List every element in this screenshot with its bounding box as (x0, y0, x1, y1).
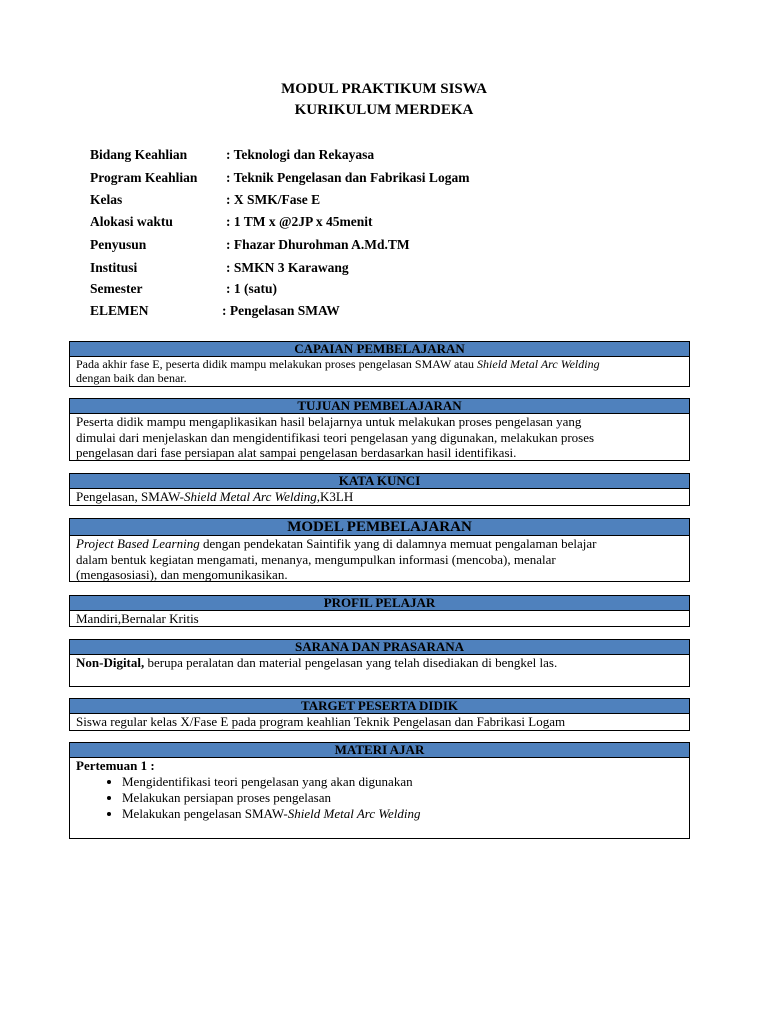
info-value: : Fhazar Dhurohman A.Md.TM (226, 237, 410, 252)
section-tujuan (69, 398, 690, 461)
section-heading: MODEL PEMBELAJARAN (70, 519, 689, 536)
info-label: Program Keahlian (90, 170, 198, 185)
document-subtitle: KURIKULUM MERDEKA (294, 102, 474, 118)
list-item: • Melakukan persiapan proses pengelasan (122, 790, 683, 806)
section-heading: SARANA DAN PRASARANA (70, 640, 689, 655)
section-body (70, 489, 689, 505)
section-body (70, 536, 689, 583)
list-item (122, 806, 683, 822)
model-line: (mengasosiasi), dan mengomunikasikan. (76, 567, 288, 582)
kata-kunci-text: Pengelasan, SMAW- (76, 489, 184, 504)
capaian-text: Pada akhir fase E, peserta didik mampu melakukan proses pengelasan SMAW atau (76, 357, 478, 371)
section-heading: TUJUAN PEMBELAJARAN (70, 399, 689, 414)
sarana-bold: Non-Digital, (76, 655, 145, 670)
model-line: dengan pendekatan Saintifik yang di dalamnya memuat pengalaman belajar (199, 536, 597, 551)
info-label: ELEMEN (90, 303, 149, 318)
info-value: : 1 TM x @2JP x 45menit (226, 214, 373, 229)
section-kata-kunci (69, 473, 690, 506)
section-target (69, 698, 690, 731)
section-model (69, 518, 690, 582)
info-value: : X SMK/Fase E (226, 192, 321, 207)
section-body (70, 357, 689, 385)
section-sarana (69, 639, 690, 687)
kata-kunci-italic: Shield Metal Arc Welding (184, 489, 317, 504)
section-heading: TARGET PESERTA DIDIK (70, 699, 689, 714)
materi-list (76, 774, 683, 822)
info-value: : Pengelasan SMAW (222, 303, 340, 318)
section-body: Mandiri,Bernalar Kritis (76, 611, 199, 626)
section-heading: PROFIL PELAJAR (70, 596, 689, 611)
info-label: Institusi (90, 260, 138, 275)
capaian-italic: Shield Metal Arc Welding (477, 357, 600, 371)
section-heading: KATA KUNCI (70, 474, 689, 489)
materi-item-italic: Shield Metal Arc Welding (287, 805, 421, 821)
info-label: Alokasi waktu (90, 214, 173, 229)
list-item: • Mengidentifikasi teori pengelasan yang akan digunakan (122, 774, 683, 790)
info-value: : SMKN 3 Karawang (226, 260, 349, 275)
pertemuan-label: Pertemuan 1 : (76, 758, 155, 773)
section-materi (69, 742, 690, 839)
tujuan-line: pengelasan dari fase persiapan alat sampai pengelasan berdasarkan hasil identifikasi. (76, 445, 517, 460)
info-label: Semester (90, 281, 143, 296)
kata-kunci-text-2: ,K3LH (316, 489, 354, 504)
info-label: Bidang Keahlian (90, 147, 188, 162)
section-body: Siswa regular kelas X/Fase E pada program keahlian Teknik Pengelasan dan Fabrikasi Logam (76, 714, 566, 729)
info-value: : Teknologi dan Rekayasa (226, 147, 375, 162)
model-italic: Project Based Learning (76, 536, 200, 551)
section-heading: CAPAIAN PEMBELAJARAN (70, 342, 689, 357)
capaian-text-2: dengan baik dan benar. (76, 371, 187, 385)
tujuan-line: Peserta didik mampu mengaplikasikan hasil belajarnya untuk melakukan proses pengelasan yang (76, 414, 582, 429)
section-body (70, 414, 689, 461)
section-heading: MATERI AJAR (70, 743, 689, 758)
materi-item-text: Melakukan pengelasan SMAW- (122, 805, 288, 821)
tujuan-line: dimulai dari menjelaskan dan mengidentifikasi teori pengelasan yang digunakan, melakukan proses (76, 429, 595, 445)
info-value: : 1 (satu) (226, 281, 277, 296)
info-value: : Teknik Pengelasan dan Fabrikasi Logam (226, 170, 470, 185)
info-label: Penyusun (90, 237, 147, 252)
section-capaian (69, 341, 690, 387)
section-body (70, 655, 689, 671)
info-label: Kelas (90, 192, 123, 207)
document-title: MODUL PRAKTIKUM SISWA (281, 81, 487, 97)
model-line: dalam bentuk kegiatan mengamati, menanya, mengumpulkan informasi (mencoba), menalar (76, 551, 556, 567)
section-body (70, 758, 689, 822)
section-profil (69, 595, 690, 627)
sarana-text: berupa peralatan dan material pengelasan yang telah disediakan di bengkel las. (144, 655, 558, 670)
